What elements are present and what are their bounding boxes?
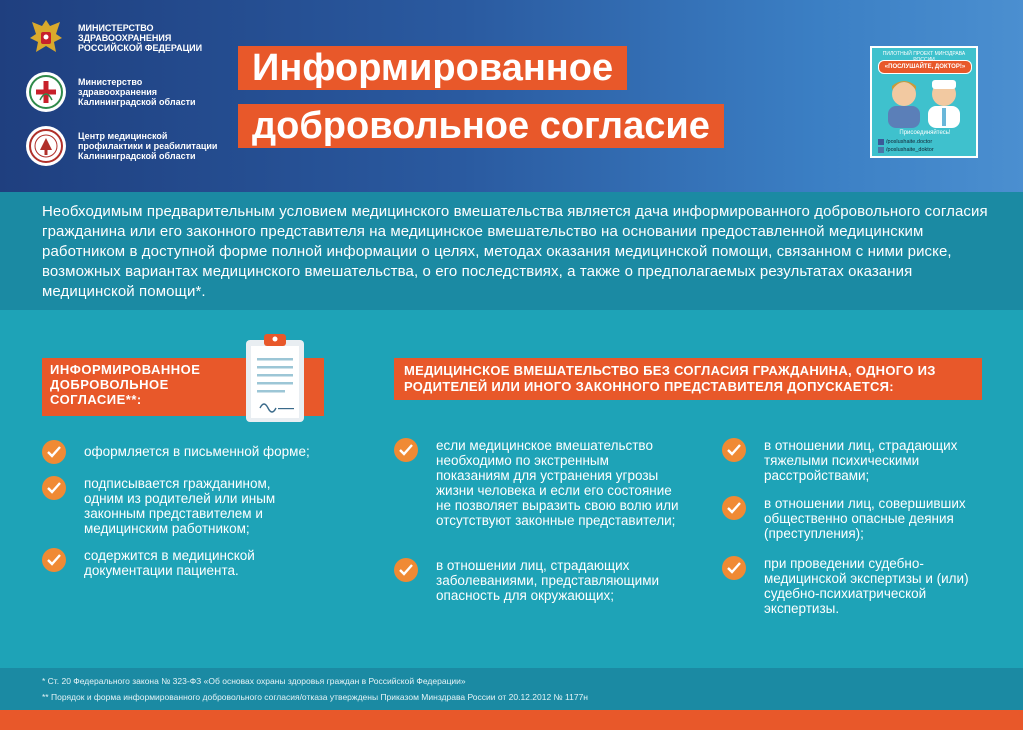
left-list-item — [42, 476, 342, 536]
poster-fb-row — [878, 139, 932, 145]
logo-regional-ministry — [26, 72, 218, 112]
right-list-item-text: в отношении лиц, страдающих тяжелыми психическими расстройствами; — [764, 438, 958, 483]
right-section-label — [394, 358, 982, 400]
right-list-item — [722, 556, 1002, 616]
poster-top-text: ПИЛОТНЫЙ ПРОЕКТ МИНЗДРАВА — [882, 51, 966, 57]
vk-icon — [878, 147, 884, 153]
check-icon — [722, 438, 746, 462]
page-title-line1: Информированное — [238, 46, 627, 90]
left-list-item-text: содержится в медицинской документации пациента. — [84, 548, 255, 578]
right-list-item-text: если медицинское вмешательство необходимо по экстренным показаниям для устранения угрозы жизни человека и если его состояние не позволяет выразить свою волю или отсутствуют законные представители; — [436, 438, 679, 528]
check-icon — [42, 548, 66, 572]
bottom-stripe — [0, 710, 1023, 730]
left-list-item — [42, 548, 342, 578]
left-list-item — [42, 440, 342, 464]
poster-vk-row — [878, 147, 934, 153]
left-list-item-text: оформляется в письменной форме; — [84, 444, 310, 459]
left-list-item-text: подписывается гражданином, одним из родителей или иным законным представителем и медицинским работником; — [84, 476, 276, 536]
check-icon — [42, 476, 66, 500]
footnote-1: * Ст. 20 Федерального закона № 323-ФЗ «Об основах охраны здоровья граждан в Российской Федерации» — [42, 676, 466, 686]
check-icon — [42, 440, 66, 464]
right-list-item-text: в отношении лиц, страдающих заболеваниями, представляющими опасность для окружающих; — [436, 558, 660, 603]
right-list-item — [394, 558, 694, 603]
logo-ministry-rf-text: МИНИСТЕРСТВО ЗДРАВООХРАНЕНИЯ РОССИЙСКОЙ ФЕДЕРАЦИИ — [78, 23, 203, 53]
check-icon — [394, 438, 418, 462]
regional-health-ministry-emblem-icon — [26, 72, 66, 112]
double-headed-eagle-emblem-icon — [26, 18, 66, 58]
page-title-line2: добровольное согласие — [238, 104, 724, 148]
poster-fb-handle: /poslushaite.doctor — [886, 139, 933, 145]
right-list-item — [722, 438, 1002, 483]
footnote-2: ** Порядок и форма информированного добровольного согласия/отказа утверждены Приказом Минздрава России от 20.12.2012 № 1177н — [42, 692, 588, 702]
poster-join-text: Присоединяйтесь! — [899, 130, 951, 136]
clipboard-icon — [244, 332, 308, 429]
logo-prevention-center — [26, 126, 218, 166]
header-band — [0, 0, 1023, 192]
poster-vk-handle: /poslushaite_doktor — [886, 147, 934, 153]
prevention-center-emblem-icon — [26, 126, 66, 166]
footnotes — [0, 668, 1023, 710]
logo-ministry-rf — [26, 18, 218, 58]
logo-regional-ministry-text: Министерство здравоохранения Калининградской области — [78, 77, 196, 107]
check-icon — [722, 556, 746, 580]
right-section-label-text: МЕДИЦИНСКОЕ ВМЕШАТЕЛЬСТВО БЕЗ СОГЛАСИЯ ГРАЖДАНИНА, ОДНОГО ИЗ РОДИТЕЛЕЙ ИЛИ ИНОГО ЗАКОННОГО ПРЕДСТАВИТЕЛЯ ДОПУСКАЕТСЯ: — [404, 363, 936, 394]
project-poster — [870, 46, 978, 158]
facebook-icon — [878, 139, 884, 145]
check-icon — [722, 496, 746, 520]
intro-text: Необходимым предварительным условием медицинского вмешательства является дача информированного добровольного согласия гражданина или его законного представителя на медицинское вмешательство на основании предоставленной медицинским работником в доступной форме полной информации о целях, методах оказания медицинской помощи, связанном с ними риске, возможных вариантах медицинского вмешательства, о его последствиях, а также о предполагаемых результатах оказания медицинской помощи*. — [42, 203, 988, 300]
intro-section — [0, 192, 1023, 310]
main-section — [0, 310, 1023, 668]
left-section-label-text: ИНФОРМИРОВАННОЕ ДОБРОВОЛЬНОЕ СОГЛАСИЕ**: — [50, 362, 201, 407]
logo-prevention-center-text: Центр медицинской профилактики и реабилитации Калининградской области — [78, 131, 218, 161]
check-icon — [394, 558, 418, 582]
right-list-item — [722, 496, 1002, 541]
right-list-item — [394, 438, 694, 528]
right-list-item-text: в отношении лиц, совершивших общественно опасные деяния (преступления); — [764, 496, 966, 541]
poster-badge: «ПОСЛУШАЙТЕ, ДОКТОР!» — [878, 60, 972, 74]
right-list-item-text: при проведении судебно-медицинской экспертизы и (или) судебно-психиатрической экспертизы. — [764, 556, 969, 616]
doctors-illustration-icon — [880, 74, 970, 133]
